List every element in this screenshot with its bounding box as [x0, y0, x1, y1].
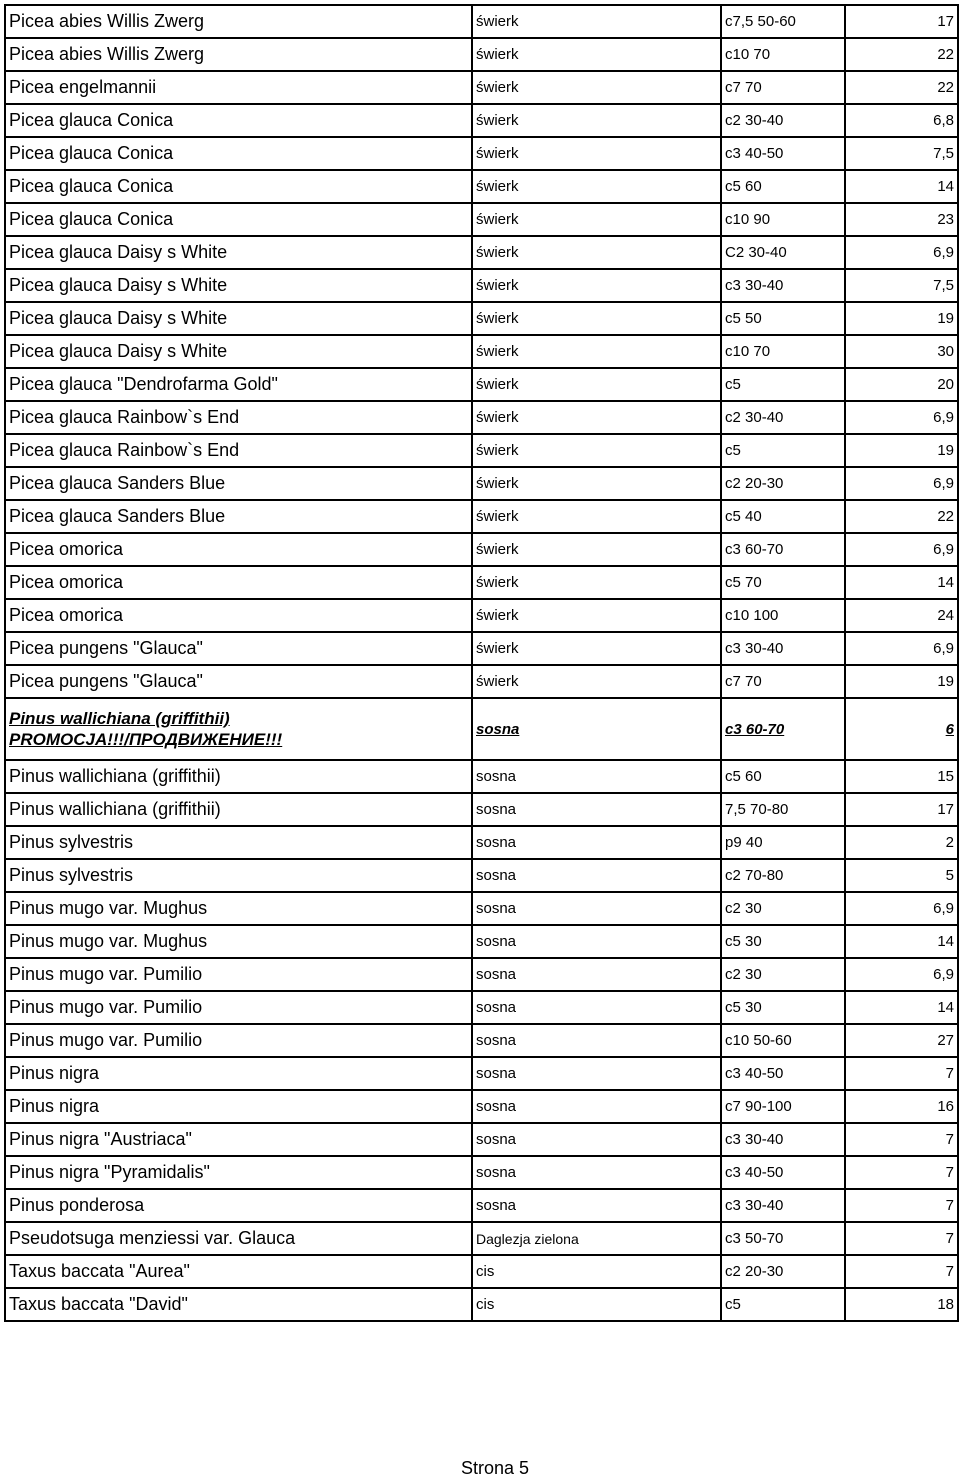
plant-type: świerk — [472, 302, 721, 335]
pot-size: c2 30 — [721, 958, 845, 991]
plant-name: Picea glauca Rainbow`s End — [5, 401, 472, 434]
plant-type: świerk — [472, 434, 721, 467]
plant-type: świerk — [472, 137, 721, 170]
plant-type: świerk — [472, 38, 721, 71]
plant-name: Picea glauca Daisy s White — [5, 269, 472, 302]
plant-type: sosna — [472, 1024, 721, 1057]
plant-type: sosna — [472, 958, 721, 991]
pot-size: p9 40 — [721, 826, 845, 859]
plant-type: sosna — [472, 991, 721, 1024]
plant-name: Pinus wallichiana (griffithii) — [5, 760, 472, 793]
plant-type: sosna — [472, 760, 721, 793]
pot-size: c10 50-60 — [721, 1024, 845, 1057]
plant-name: Pinus mugo var. Pumilio — [5, 958, 472, 991]
plant-type: sosna — [472, 826, 721, 859]
table-row — [5, 434, 958, 467]
plant-type: świerk — [472, 467, 721, 500]
plant-name: Picea abies Willis Zwerg — [5, 5, 472, 38]
plant-name: Picea glauca Daisy s White — [5, 335, 472, 368]
plant-type: sosna — [472, 1189, 721, 1222]
pot-size: c2 30-40 — [721, 104, 845, 137]
plant-name: Picea glauca Sanders Blue — [5, 467, 472, 500]
plant-name: Pinus nigra — [5, 1057, 472, 1090]
table-row — [5, 137, 958, 170]
plant-name: Picea glauca Conica — [5, 170, 472, 203]
table-row — [5, 665, 958, 698]
pot-size: c7,5 50-60 — [721, 5, 845, 38]
price: 6,9 — [845, 632, 958, 665]
table-row — [5, 236, 958, 269]
table-row — [5, 38, 958, 71]
plant-type: sosna — [472, 892, 721, 925]
table-row — [5, 71, 958, 104]
pot-size: c5 50 — [721, 302, 845, 335]
pot-size: c5 60 — [721, 170, 845, 203]
price: 6,8 — [845, 104, 958, 137]
plant-name: Pinus mugo var. Pumilio — [5, 991, 472, 1024]
plant-name: Pinus nigra "Pyramidalis" — [5, 1156, 472, 1189]
table-row — [5, 1123, 958, 1156]
price: 30 — [845, 335, 958, 368]
pot-size: c2 30-40 — [721, 401, 845, 434]
pot-size: c3 60-70 — [721, 533, 845, 566]
pot-size: c5 40 — [721, 500, 845, 533]
table-body-upper — [5, 5, 958, 698]
table-row — [5, 467, 958, 500]
plant-name: Pinus wallichiana (griffithii) — [5, 793, 472, 826]
price-table — [4, 4, 959, 1322]
plant-name: Pinus mugo var. Mughus — [5, 892, 472, 925]
plant-type: świerk — [472, 500, 721, 533]
price: 18 — [845, 1288, 958, 1321]
plant-name: Pinus mugo var. Pumilio — [5, 1024, 472, 1057]
table-row — [5, 269, 958, 302]
plant-type: świerk — [472, 599, 721, 632]
plant-name: Picea glauca Daisy s White — [5, 302, 472, 335]
price: 6,9 — [845, 892, 958, 925]
table-row — [5, 401, 958, 434]
plant-type: Daglezja zielona — [472, 1222, 721, 1255]
price: 7,5 — [845, 269, 958, 302]
table-row — [5, 826, 958, 859]
pot-size: c5 70 — [721, 566, 845, 599]
price: 23 — [845, 203, 958, 236]
plant-name: Pinus nigra — [5, 1090, 472, 1123]
price: 19 — [845, 302, 958, 335]
price: 20 — [845, 368, 958, 401]
plant-type: cis — [472, 1255, 721, 1288]
table-row — [5, 632, 958, 665]
table-row — [5, 599, 958, 632]
price: 19 — [845, 434, 958, 467]
pot-size: c5 60 — [721, 760, 845, 793]
plant-name: Picea glauca "Dendrofarma Gold" — [5, 368, 472, 401]
plant-name: Taxus baccata "Aurea" — [5, 1255, 472, 1288]
price: 6,9 — [845, 401, 958, 434]
plant-type: świerk — [472, 632, 721, 665]
pot-size: c3 30-40 — [721, 1189, 845, 1222]
table-body-promo — [5, 698, 958, 760]
price: 22 — [845, 71, 958, 104]
plant-type: sosna — [472, 925, 721, 958]
plant-type: świerk — [472, 269, 721, 302]
promo-price: 6 — [845, 698, 958, 760]
plant-name: Picea omorica — [5, 533, 472, 566]
plant-name: Pinus sylvestris — [5, 826, 472, 859]
table-row — [5, 760, 958, 793]
pot-size: c3 50-70 — [721, 1222, 845, 1255]
plant-name: Picea glauca Sanders Blue — [5, 500, 472, 533]
plant-type: sosna — [472, 1123, 721, 1156]
table-row — [5, 170, 958, 203]
plant-name: Pinus mugo var. Mughus — [5, 925, 472, 958]
price: 14 — [845, 170, 958, 203]
table-body-lower — [5, 760, 958, 1321]
price: 7 — [845, 1057, 958, 1090]
price: 7 — [845, 1156, 958, 1189]
table-row — [5, 302, 958, 335]
price: 17 — [845, 5, 958, 38]
plant-name: Picea omorica — [5, 599, 472, 632]
pot-size: c5 30 — [721, 991, 845, 1024]
table-row — [5, 566, 958, 599]
pot-size: c10 90 — [721, 203, 845, 236]
table-row — [5, 1090, 958, 1123]
plant-name: Taxus baccata "David" — [5, 1288, 472, 1321]
pot-size: c10 100 — [721, 599, 845, 632]
price: 24 — [845, 599, 958, 632]
price: 22 — [845, 500, 958, 533]
price: 22 — [845, 38, 958, 71]
table-row — [5, 1222, 958, 1255]
pot-size: c3 40-50 — [721, 1057, 845, 1090]
plant-type: sosna — [472, 1090, 721, 1123]
pot-size: 7,5 70-80 — [721, 793, 845, 826]
price: 6,9 — [845, 236, 958, 269]
plant-type: świerk — [472, 5, 721, 38]
table-row — [5, 104, 958, 137]
table-row — [5, 1024, 958, 1057]
plant-name: Picea glauca Rainbow`s End — [5, 434, 472, 467]
plant-type: świerk — [472, 236, 721, 269]
plant-type: cis — [472, 1288, 721, 1321]
table-row — [5, 368, 958, 401]
plant-type: świerk — [472, 71, 721, 104]
pot-size: c7 70 — [721, 71, 845, 104]
promo-plant-type: sosna — [472, 698, 721, 760]
pot-size: c5 — [721, 1288, 845, 1321]
pot-size: c3 30-40 — [721, 269, 845, 302]
table-row — [5, 500, 958, 533]
table-row — [5, 892, 958, 925]
plant-name: Picea glauca Conica — [5, 203, 472, 236]
price: 6,9 — [845, 533, 958, 566]
pot-size: c3 40-50 — [721, 137, 845, 170]
pot-size: c3 40-50 — [721, 1156, 845, 1189]
table-row — [5, 203, 958, 236]
plant-type: sosna — [472, 859, 721, 892]
table-row — [5, 533, 958, 566]
plant-name: Pinus nigra "Austriaca" — [5, 1123, 472, 1156]
plant-name: Picea glauca Daisy s White — [5, 236, 472, 269]
plant-name: Pseudotsuga menziessi var. Glauca — [5, 1222, 472, 1255]
pot-size: c2 30 — [721, 892, 845, 925]
plant-name: Pinus sylvestris — [5, 859, 472, 892]
pot-size: c5 — [721, 434, 845, 467]
price: 7 — [845, 1222, 958, 1255]
price: 6,9 — [845, 958, 958, 991]
price: 15 — [845, 760, 958, 793]
page-number: Strona 5 — [460, 1458, 530, 1478]
price: 17 — [845, 793, 958, 826]
promo-name-line2: PROMOCJA!!!/ПРОДВИЖЕНИЕ!!! — [9, 730, 283, 749]
table-row — [5, 991, 958, 1024]
plant-type: sosna — [472, 1057, 721, 1090]
pot-size: c7 90-100 — [721, 1090, 845, 1123]
price: 7 — [845, 1123, 958, 1156]
plant-type: świerk — [472, 665, 721, 698]
plant-type: sosna — [472, 1156, 721, 1189]
pot-size: c5 — [721, 368, 845, 401]
price: 14 — [845, 566, 958, 599]
table-row — [5, 1156, 958, 1189]
pot-size: c2 20-30 — [721, 467, 845, 500]
price: 7 — [845, 1189, 958, 1222]
table-row — [5, 1255, 958, 1288]
plant-name: Picea engelmannii — [5, 71, 472, 104]
pot-size: c2 20-30 — [721, 1255, 845, 1288]
promo-pot-size: c3 60-70 — [721, 698, 845, 760]
plant-name: Picea abies Willis Zwerg — [5, 38, 472, 71]
price: 19 — [845, 665, 958, 698]
table-row — [5, 925, 958, 958]
pot-size: c2 70-80 — [721, 859, 845, 892]
price: 27 — [845, 1024, 958, 1057]
price: 14 — [845, 925, 958, 958]
plant-type: świerk — [472, 203, 721, 236]
plant-type: świerk — [472, 566, 721, 599]
table-row — [5, 793, 958, 826]
table-row — [5, 335, 958, 368]
promo-row — [5, 698, 958, 760]
table-row — [5, 958, 958, 991]
price: 7 — [845, 1255, 958, 1288]
pot-size: c7 70 — [721, 665, 845, 698]
plant-type: świerk — [472, 170, 721, 203]
price: 7,5 — [845, 137, 958, 170]
pot-size: c3 30-40 — [721, 1123, 845, 1156]
table-row — [5, 1189, 958, 1222]
price: 6,9 — [845, 467, 958, 500]
table-row — [5, 5, 958, 38]
plant-name: Picea glauca Conica — [5, 137, 472, 170]
table-row — [5, 1288, 958, 1321]
plant-name: Pinus ponderosa — [5, 1189, 472, 1222]
price: 16 — [845, 1090, 958, 1123]
plant-name: Picea glauca Conica — [5, 104, 472, 137]
pot-size: C2 30-40 — [721, 236, 845, 269]
plant-type: świerk — [472, 104, 721, 137]
plant-name: Picea omorica — [5, 566, 472, 599]
plant-name: Picea pungens "Glauca" — [5, 665, 472, 698]
plant-type: świerk — [472, 335, 721, 368]
promo-plant-name — [5, 698, 472, 760]
pot-size: c3 30-40 — [721, 632, 845, 665]
plant-type: świerk — [472, 533, 721, 566]
plant-type: świerk — [472, 368, 721, 401]
price: 14 — [845, 991, 958, 1024]
price: 2 — [845, 826, 958, 859]
table-row — [5, 1057, 958, 1090]
pot-size: c5 30 — [721, 925, 845, 958]
plant-name: Picea pungens "Glauca" — [5, 632, 472, 665]
promo-name-line1: Pinus wallichiana (griffithii) — [9, 709, 230, 728]
pot-size: c10 70 — [721, 38, 845, 71]
price: 5 — [845, 859, 958, 892]
pot-size: c10 70 — [721, 335, 845, 368]
table-row — [5, 859, 958, 892]
plant-type: sosna — [472, 793, 721, 826]
plant-type: świerk — [472, 401, 721, 434]
